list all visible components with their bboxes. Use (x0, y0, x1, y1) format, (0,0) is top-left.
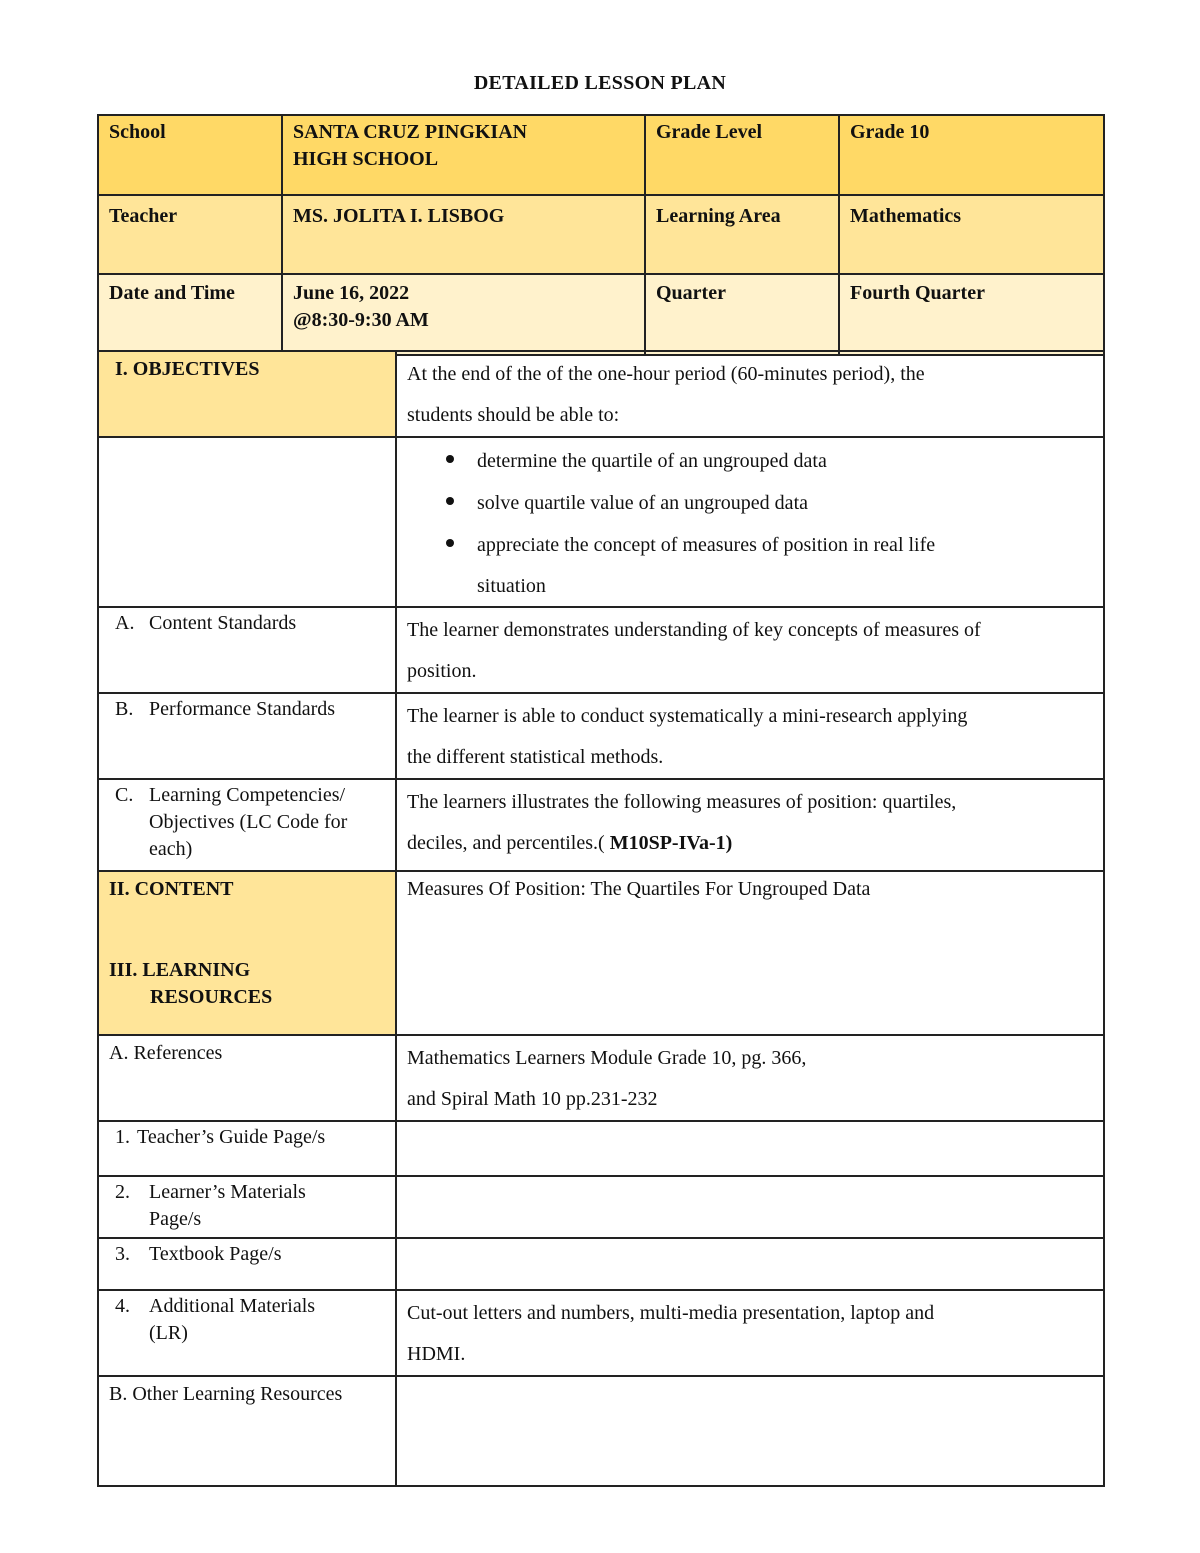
textbook-label (98, 1238, 396, 1290)
school-value (282, 115, 645, 195)
objectives-list (407, 440, 1093, 566)
additional-materials-line1: Additional Materials (149, 1295, 316, 1317)
competencies-label (98, 779, 396, 871)
objectives-intro-line1: At the end of the of the one-hour period (60-minutes period), the (407, 363, 925, 385)
objectives-intro-line2: students should be able to: (407, 404, 620, 426)
performance-standards-label (98, 693, 396, 779)
teachers-guide-value (396, 1121, 1104, 1176)
learning-area-label: Learning Area (645, 195, 839, 274)
date-value (282, 274, 645, 355)
competencies-line1: The learners illustrates the following measures of position: quartiles, (407, 791, 957, 813)
other-resources-value (396, 1376, 1104, 1486)
learners-materials-line1: Learner’s Materials (149, 1181, 306, 1203)
learners-materials-line2: Page/s (149, 1208, 202, 1230)
additional-materials-label (98, 1290, 396, 1376)
lesson-table (97, 350, 1105, 1487)
content-standards-num: A. (115, 612, 135, 634)
grade-level-value: Grade 10 (839, 115, 1104, 195)
content-standards-text: Content Standards (149, 612, 297, 634)
content-standards-value (396, 607, 1104, 693)
objectives-list-cell (396, 437, 1104, 607)
quarter-label: Quarter (645, 274, 839, 355)
objective-item: solve quartile value of an ungrouped data (477, 482, 1093, 524)
textbook-text: Textbook Page/s (149, 1243, 282, 1265)
school-label: School (98, 115, 282, 195)
performance-standards-line2: the different statistical methods. (407, 746, 664, 768)
performance-standards-line1: The learner is able to conduct systematically a mini-research applying (407, 705, 968, 727)
references-line2: and Spiral Math 10 pp.231-232 (407, 1088, 658, 1110)
competencies-label-line2: Objectives (LC Code for (149, 811, 348, 833)
objectives-empty-cell (98, 437, 396, 607)
performance-standards-text: Performance Standards (149, 698, 336, 720)
date-value-line2: @8:30-9:30 AM (293, 309, 429, 331)
competencies-label-line1: Learning Competencies/ (149, 784, 346, 806)
objectives-label (98, 351, 396, 437)
objective-item: appreciate the concept of measures of position in real life (477, 524, 1093, 566)
teachers-guide-num: 1. (115, 1126, 130, 1148)
learning-area-value: Mathematics (839, 195, 1104, 274)
additional-materials-value-line1: Cut-out letters and numbers, multi-media presentation, laptop and (407, 1302, 935, 1324)
school-value-line1: SANTA CRUZ PINGKIAN (293, 121, 528, 143)
content-standards-line1: The learner demonstrates understanding of key concepts of measures of (407, 619, 981, 641)
competencies-label-line3: each) (149, 838, 193, 860)
resources-label-line1: III. LEARNING (109, 959, 251, 981)
competency-code: M10SP-IVa-1) (609, 832, 733, 854)
references-line1: Mathematics Learners Module Grade 10, pg. 366, (407, 1047, 807, 1069)
teachers-guide-text: Teacher’s Guide Page/s (137, 1126, 326, 1148)
competencies-value (396, 779, 1104, 871)
document-title: DETAILED LESSON PLAN (473, 72, 727, 94)
grade-level-label: Grade Level (645, 115, 839, 195)
learners-materials-value (396, 1176, 1104, 1238)
objective-item: determine the quartile of an ungrouped data (477, 440, 1093, 482)
objectives-intro (396, 351, 1104, 437)
quarter-value: Fourth Quarter (839, 274, 1104, 355)
objectives-label-text: I. OBJECTIVES (115, 358, 260, 380)
performance-standards-num: B. (115, 698, 134, 720)
header-table (97, 114, 1105, 356)
teacher-value: MS. JOLITA I. LISBOG (282, 195, 645, 274)
performance-standards-value (396, 693, 1104, 779)
content-standards-label (98, 607, 396, 693)
resources-label-line2: RESOURCES (150, 986, 273, 1008)
content-standards-line2: position. (407, 660, 477, 682)
teachers-guide-label (98, 1121, 396, 1176)
learners-materials-num: 2. (115, 1181, 130, 1203)
date-value-line1: June 16, 2022 (293, 282, 410, 304)
references-label: A. References (98, 1035, 396, 1121)
learners-materials-label (98, 1176, 396, 1238)
content-label: II. CONTENT (109, 878, 234, 900)
objective-item-continued: situation (477, 575, 546, 597)
additional-materials-value (396, 1290, 1104, 1376)
competencies-line2 (407, 823, 1093, 864)
content-resources-label (98, 871, 396, 1035)
school-value-line2: HIGH SCHOOL (293, 148, 439, 170)
additional-materials-num: 4. (115, 1295, 130, 1317)
competencies-num: C. (115, 784, 134, 806)
date-label: Date and Time (98, 274, 282, 355)
textbook-value (396, 1238, 1104, 1290)
additional-materials-value-line2: HDMI. (407, 1343, 466, 1365)
content-value: Measures Of Position: The Quartiles For Ungrouped Data (396, 871, 1104, 1035)
teacher-label: Teacher (98, 195, 282, 274)
other-resources-label: B. Other Learning Resources (98, 1376, 396, 1486)
additional-materials-line2: (LR) (149, 1322, 188, 1344)
competencies-line2-text: deciles, and percentiles.( (407, 832, 605, 854)
references-value (396, 1035, 1104, 1121)
textbook-num: 3. (115, 1243, 130, 1265)
